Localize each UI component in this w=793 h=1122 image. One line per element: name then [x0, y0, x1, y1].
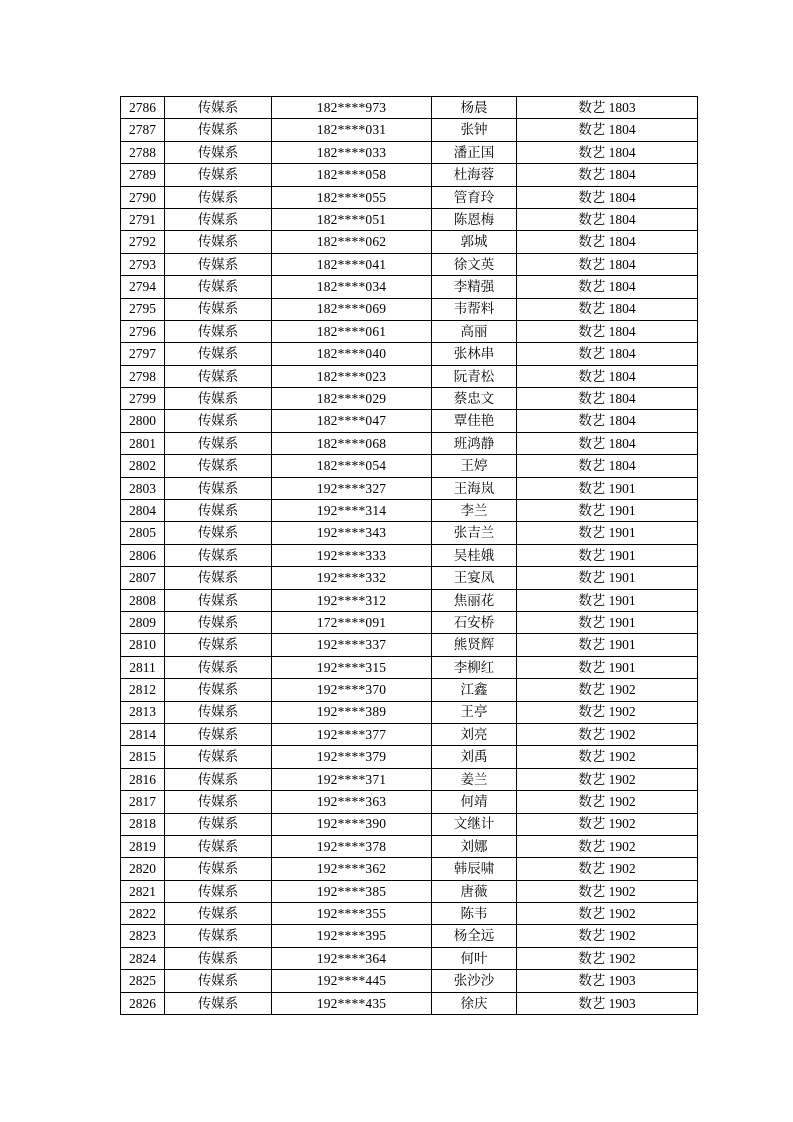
cell-department: 传媒系	[165, 455, 272, 477]
table-row	[121, 589, 698, 611]
cell-phone: 182****062	[272, 231, 432, 253]
cell-department: 传媒系	[165, 276, 272, 298]
cell-row-number: 2824	[121, 947, 165, 969]
cell-name: 韩辰啸	[432, 858, 517, 880]
table-row	[121, 634, 698, 656]
cell-name: 徐文英	[432, 253, 517, 275]
cell-phone: 182****034	[272, 276, 432, 298]
cell-department: 传媒系	[165, 343, 272, 365]
cell-phone: 192****395	[272, 925, 432, 947]
cell-department: 传媒系	[165, 544, 272, 566]
cell-row-number: 2791	[121, 208, 165, 230]
cell-name: 江鑫	[432, 679, 517, 701]
cell-phone: 192****337	[272, 634, 432, 656]
cell-row-number: 2814	[121, 723, 165, 745]
cell-department: 传媒系	[165, 164, 272, 186]
cell-department: 传媒系	[165, 880, 272, 902]
cell-name: 张林串	[432, 343, 517, 365]
cell-name: 姜兰	[432, 768, 517, 790]
cell-phone: 182****055	[272, 186, 432, 208]
cell-class: 数艺 1804	[517, 343, 698, 365]
cell-department: 传媒系	[165, 186, 272, 208]
table-row	[121, 365, 698, 387]
cell-name: 陈恩梅	[432, 208, 517, 230]
cell-row-number: 2805	[121, 522, 165, 544]
cell-row-number: 2800	[121, 410, 165, 432]
cell-department: 传媒系	[165, 567, 272, 589]
cell-name: 吴桂娥	[432, 544, 517, 566]
cell-name: 韦帮料	[432, 298, 517, 320]
cell-department: 传媒系	[165, 947, 272, 969]
cell-row-number: 2806	[121, 544, 165, 566]
cell-class: 数艺 1902	[517, 925, 698, 947]
table-row	[121, 320, 698, 342]
cell-name: 徐庆	[432, 992, 517, 1014]
cell-phone: 192****378	[272, 835, 432, 857]
cell-name: 班鸿静	[432, 432, 517, 454]
table-row	[121, 701, 698, 723]
cell-row-number: 2813	[121, 701, 165, 723]
cell-phone: 192****327	[272, 477, 432, 499]
cell-phone: 192****332	[272, 567, 432, 589]
cell-class: 数艺 1902	[517, 903, 698, 925]
cell-department: 传媒系	[165, 656, 272, 678]
student-table-body	[121, 97, 698, 1015]
table-row	[121, 925, 698, 947]
table-row	[121, 992, 698, 1014]
cell-name: 何靖	[432, 791, 517, 813]
cell-name: 何叶	[432, 947, 517, 969]
cell-phone: 182****069	[272, 298, 432, 320]
cell-row-number: 2799	[121, 388, 165, 410]
cell-class: 数艺 1902	[517, 835, 698, 857]
cell-row-number: 2821	[121, 880, 165, 902]
cell-department: 传媒系	[165, 813, 272, 835]
cell-class: 数艺 1804	[517, 276, 698, 298]
cell-phone: 192****435	[272, 992, 432, 1014]
cell-name: 张吉兰	[432, 522, 517, 544]
cell-department: 传媒系	[165, 432, 272, 454]
cell-name: 李精强	[432, 276, 517, 298]
cell-department: 传媒系	[165, 723, 272, 745]
cell-phone: 192****312	[272, 589, 432, 611]
table-row	[121, 567, 698, 589]
table-row	[121, 858, 698, 880]
cell-department: 传媒系	[165, 141, 272, 163]
cell-class: 数艺 1902	[517, 880, 698, 902]
cell-class: 数艺 1903	[517, 992, 698, 1014]
cell-row-number: 2812	[121, 679, 165, 701]
cell-class: 数艺 1903	[517, 970, 698, 992]
cell-class: 数艺 1901	[517, 544, 698, 566]
cell-name: 焦丽花	[432, 589, 517, 611]
cell-row-number: 2786	[121, 97, 165, 119]
table-row	[121, 477, 698, 499]
cell-row-number: 2804	[121, 500, 165, 522]
table-row	[121, 746, 698, 768]
cell-department: 传媒系	[165, 679, 272, 701]
cell-name: 张钟	[432, 119, 517, 141]
cell-class: 数艺 1804	[517, 141, 698, 163]
cell-name: 王亭	[432, 701, 517, 723]
cell-row-number: 2815	[121, 746, 165, 768]
cell-row-number: 2808	[121, 589, 165, 611]
cell-name: 刘娜	[432, 835, 517, 857]
cell-name: 刘亮	[432, 723, 517, 745]
table-row	[121, 388, 698, 410]
table-row	[121, 455, 698, 477]
table-row	[121, 253, 698, 275]
cell-class: 数艺 1804	[517, 298, 698, 320]
cell-name: 覃佳艳	[432, 410, 517, 432]
table-row	[121, 97, 698, 119]
cell-department: 传媒系	[165, 388, 272, 410]
table-row	[121, 903, 698, 925]
cell-row-number: 2825	[121, 970, 165, 992]
cell-class: 数艺 1902	[517, 723, 698, 745]
cell-name: 陈韦	[432, 903, 517, 925]
table-row	[121, 522, 698, 544]
cell-row-number: 2796	[121, 320, 165, 342]
cell-class: 数艺 1902	[517, 791, 698, 813]
cell-phone: 192****314	[272, 500, 432, 522]
cell-name: 管育玲	[432, 186, 517, 208]
cell-name: 熊贤辉	[432, 634, 517, 656]
cell-row-number: 2792	[121, 231, 165, 253]
table-row	[121, 611, 698, 633]
cell-class: 数艺 1901	[517, 589, 698, 611]
cell-class: 数艺 1804	[517, 455, 698, 477]
cell-department: 传媒系	[165, 701, 272, 723]
cell-phone: 192****389	[272, 701, 432, 723]
cell-phone: 182****068	[272, 432, 432, 454]
cell-class: 数艺 1804	[517, 365, 698, 387]
cell-class: 数艺 1902	[517, 768, 698, 790]
cell-name: 高丽	[432, 320, 517, 342]
cell-name: 阮青松	[432, 365, 517, 387]
cell-row-number: 2790	[121, 186, 165, 208]
cell-row-number: 2822	[121, 903, 165, 925]
cell-class: 数艺 1804	[517, 320, 698, 342]
cell-department: 传媒系	[165, 320, 272, 342]
cell-department: 传媒系	[165, 477, 272, 499]
cell-phone: 182****047	[272, 410, 432, 432]
cell-class: 数艺 1804	[517, 388, 698, 410]
cell-row-number: 2819	[121, 835, 165, 857]
cell-row-number: 2797	[121, 343, 165, 365]
cell-row-number: 2795	[121, 298, 165, 320]
cell-name: 王海岚	[432, 477, 517, 499]
cell-class: 数艺 1902	[517, 947, 698, 969]
cell-phone: 192****362	[272, 858, 432, 880]
cell-phone: 182****031	[272, 119, 432, 141]
cell-name: 李柳红	[432, 656, 517, 678]
cell-class: 数艺 1804	[517, 410, 698, 432]
cell-row-number: 2787	[121, 119, 165, 141]
cell-name: 王宴凤	[432, 567, 517, 589]
cell-class: 数艺 1804	[517, 119, 698, 141]
cell-row-number: 2798	[121, 365, 165, 387]
cell-department: 传媒系	[165, 208, 272, 230]
cell-department: 传媒系	[165, 791, 272, 813]
cell-row-number: 2818	[121, 813, 165, 835]
table-row	[121, 656, 698, 678]
cell-department: 传媒系	[165, 970, 272, 992]
table-row	[121, 298, 698, 320]
cell-phone: 182****041	[272, 253, 432, 275]
cell-class: 数艺 1901	[517, 611, 698, 633]
cell-department: 传媒系	[165, 925, 272, 947]
cell-phone: 192****379	[272, 746, 432, 768]
table-row	[121, 970, 698, 992]
table-row	[121, 835, 698, 857]
table-row	[121, 343, 698, 365]
cell-phone: 182****033	[272, 141, 432, 163]
cell-class: 数艺 1804	[517, 186, 698, 208]
cell-department: 传媒系	[165, 858, 272, 880]
table-row	[121, 432, 698, 454]
cell-phone: 182****040	[272, 343, 432, 365]
cell-department: 传媒系	[165, 589, 272, 611]
cell-phone: 192****355	[272, 903, 432, 925]
table-row	[121, 768, 698, 790]
table-row	[121, 276, 698, 298]
cell-row-number: 2820	[121, 858, 165, 880]
cell-class: 数艺 1804	[517, 432, 698, 454]
cell-phone: 192****371	[272, 768, 432, 790]
cell-department: 传媒系	[165, 746, 272, 768]
cell-department: 传媒系	[165, 522, 272, 544]
cell-row-number: 2826	[121, 992, 165, 1014]
cell-phone: 192****377	[272, 723, 432, 745]
cell-class: 数艺 1902	[517, 701, 698, 723]
cell-row-number: 2817	[121, 791, 165, 813]
cell-row-number: 2807	[121, 567, 165, 589]
cell-row-number: 2811	[121, 656, 165, 678]
cell-department: 传媒系	[165, 768, 272, 790]
cell-row-number: 2810	[121, 634, 165, 656]
cell-phone: 192****364	[272, 947, 432, 969]
table-row	[121, 164, 698, 186]
cell-name: 李兰	[432, 500, 517, 522]
cell-class: 数艺 1902	[517, 746, 698, 768]
cell-row-number: 2802	[121, 455, 165, 477]
cell-name: 郭城	[432, 231, 517, 253]
table-row	[121, 231, 698, 253]
cell-phone: 192****390	[272, 813, 432, 835]
cell-department: 传媒系	[165, 410, 272, 432]
cell-name: 杜海蓉	[432, 164, 517, 186]
table-row	[121, 813, 698, 835]
table-row	[121, 500, 698, 522]
cell-phone: 182****973	[272, 97, 432, 119]
cell-class: 数艺 1902	[517, 858, 698, 880]
cell-name: 杨晨	[432, 97, 517, 119]
cell-name: 刘禹	[432, 746, 517, 768]
cell-phone: 192****333	[272, 544, 432, 566]
table-row	[121, 410, 698, 432]
cell-phone: 192****370	[272, 679, 432, 701]
cell-row-number: 2793	[121, 253, 165, 275]
table-row	[121, 208, 698, 230]
cell-phone: 192****363	[272, 791, 432, 813]
cell-class: 数艺 1901	[517, 567, 698, 589]
cell-class: 数艺 1902	[517, 679, 698, 701]
cell-name: 王婷	[432, 455, 517, 477]
cell-name: 张沙沙	[432, 970, 517, 992]
cell-phone: 182****029	[272, 388, 432, 410]
cell-phone: 192****385	[272, 880, 432, 902]
cell-class: 数艺 1804	[517, 208, 698, 230]
cell-name: 石安桥	[432, 611, 517, 633]
cell-row-number: 2823	[121, 925, 165, 947]
table-row	[121, 723, 698, 745]
table-row	[121, 186, 698, 208]
table-row	[121, 791, 698, 813]
cell-row-number: 2801	[121, 432, 165, 454]
cell-department: 传媒系	[165, 231, 272, 253]
cell-department: 传媒系	[165, 298, 272, 320]
cell-name: 潘正国	[432, 141, 517, 163]
cell-row-number: 2794	[121, 276, 165, 298]
cell-department: 传媒系	[165, 634, 272, 656]
cell-department: 传媒系	[165, 365, 272, 387]
table-row	[121, 141, 698, 163]
cell-class: 数艺 1901	[517, 477, 698, 499]
table-row	[121, 119, 698, 141]
cell-class: 数艺 1901	[517, 522, 698, 544]
cell-department: 传媒系	[165, 119, 272, 141]
cell-name: 杨全远	[432, 925, 517, 947]
cell-class: 数艺 1902	[517, 813, 698, 835]
table-row	[121, 544, 698, 566]
cell-department: 传媒系	[165, 992, 272, 1014]
cell-phone: 192****343	[272, 522, 432, 544]
cell-department: 传媒系	[165, 903, 272, 925]
cell-row-number: 2803	[121, 477, 165, 499]
cell-class: 数艺 1901	[517, 500, 698, 522]
cell-department: 传媒系	[165, 611, 272, 633]
cell-phone: 182****054	[272, 455, 432, 477]
cell-department: 传媒系	[165, 500, 272, 522]
cell-department: 传媒系	[165, 97, 272, 119]
cell-phone: 182****051	[272, 208, 432, 230]
cell-row-number: 2816	[121, 768, 165, 790]
cell-class: 数艺 1804	[517, 231, 698, 253]
table-row	[121, 679, 698, 701]
table-row	[121, 880, 698, 902]
cell-row-number: 2788	[121, 141, 165, 163]
table-row	[121, 947, 698, 969]
cell-name: 文继计	[432, 813, 517, 835]
cell-phone: 192****445	[272, 970, 432, 992]
cell-phone: 182****058	[272, 164, 432, 186]
cell-class: 数艺 1804	[517, 164, 698, 186]
cell-row-number: 2809	[121, 611, 165, 633]
cell-name: 蔡忠文	[432, 388, 517, 410]
cell-phone: 182****023	[272, 365, 432, 387]
cell-name: 唐薇	[432, 880, 517, 902]
cell-class: 数艺 1901	[517, 634, 698, 656]
cell-department: 传媒系	[165, 835, 272, 857]
cell-row-number: 2789	[121, 164, 165, 186]
cell-phone: 182****061	[272, 320, 432, 342]
cell-class: 数艺 1804	[517, 253, 698, 275]
cell-phone: 192****315	[272, 656, 432, 678]
cell-department: 传媒系	[165, 253, 272, 275]
cell-class: 数艺 1803	[517, 97, 698, 119]
student-table	[120, 96, 698, 1015]
cell-class: 数艺 1901	[517, 656, 698, 678]
cell-phone: 172****091	[272, 611, 432, 633]
